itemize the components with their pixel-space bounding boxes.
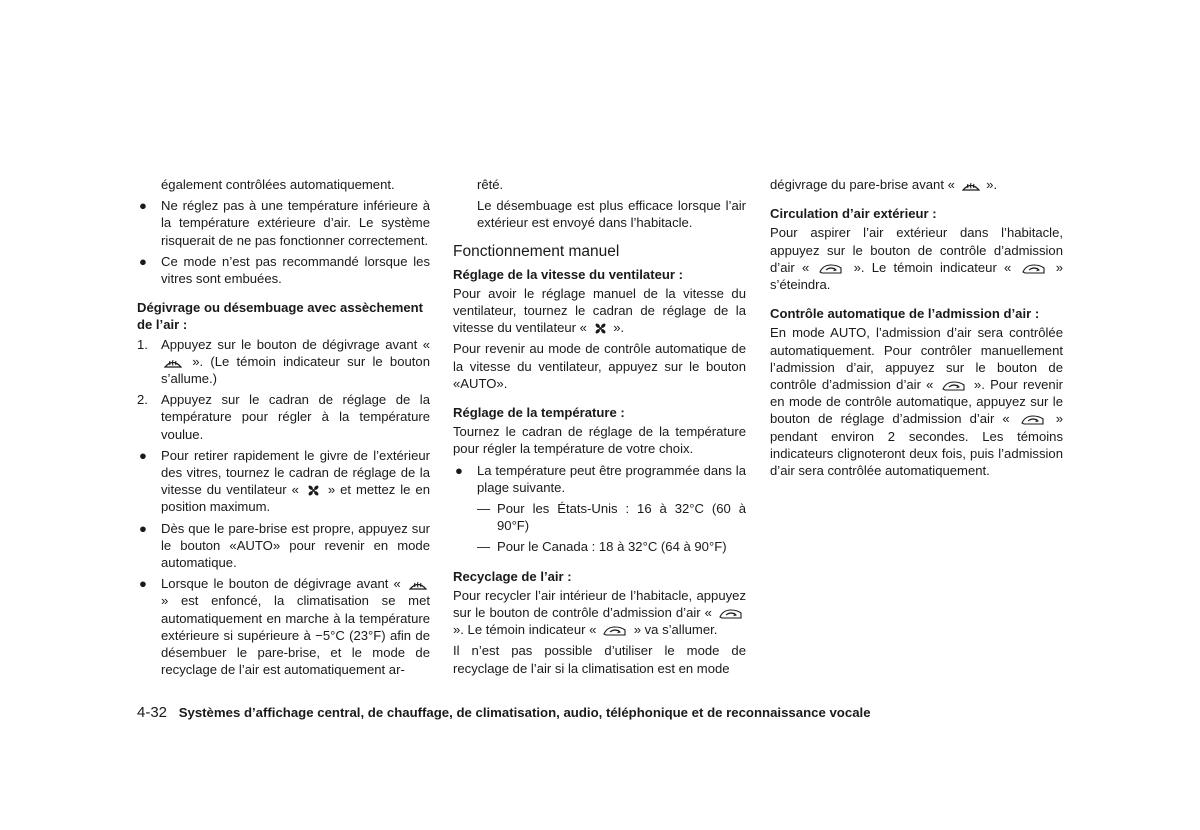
bullet-icon: ● (139, 447, 147, 463)
paragraph-text: ». Le témoin indicateur « (453, 622, 597, 638)
bullet-item (137, 197, 430, 249)
step-text: Appuyez sur le bouton de dégivrage avant « (161, 336, 430, 352)
bullet-icon: ● (139, 253, 147, 269)
paragraph-text: dégivrage du pare-brise avant « (770, 177, 955, 192)
bullet-item (137, 253, 430, 287)
bullet-item (453, 462, 746, 496)
step-text: ». (Le témoin indicateur sur le bouton s’allume.) (161, 353, 430, 387)
bullet-icon: ● (455, 462, 463, 478)
dash-item (453, 538, 746, 555)
paragraph (453, 285, 746, 337)
dash-text: Pour les États-Unis : 16 à 32°C (60 à 90°F) (497, 501, 746, 534)
bullet-text: Lorsque le bouton de dégivrage avant « (161, 576, 401, 592)
bullet-item (137, 575, 430, 678)
paragraph-text: ». (613, 320, 625, 336)
section-title: Fonctionnement manuel (453, 242, 620, 260)
text-column-right (770, 176, 1063, 483)
paragraph (770, 176, 1063, 193)
air-recirculation-icon (942, 380, 966, 392)
paragraph: Il n’est pas possible d’utiliser le mode de recyclage de l’air si la climatisation est en mode (453, 643, 746, 676)
section-heading: Contrôle automatique de l’admission d’air : (770, 306, 1040, 322)
text-column-middle (453, 176, 746, 681)
paragraph-text: » pendant environ 2 secondes. Les témoins indicateurs clignoteront deux fois, puis l’admission d’air sera contrôlée automatiquement. (770, 411, 1064, 479)
front-defrost-icon (409, 579, 427, 591)
bullet-text: Ne réglez pas à une température inférieure à la température extérieure d’air. Le système risquerait de ne pas fonctionner correctement. (161, 198, 430, 248)
dash-mark: — (477, 501, 491, 517)
paragraph (453, 587, 746, 639)
paragraph-text: Pour aspirer l’air extérieur dans l’habitacle, appuyez sur le bouton de contrôle d’admission d’air « (770, 225, 1063, 275)
front-defrost-icon (164, 357, 182, 369)
bullet-icon: ● (139, 520, 147, 536)
bullet-text: Dès que le pare-brise est propre, appuyez sur le bouton «AUTO» pour revenir en mode automatique. (161, 520, 430, 571)
step-number: 2. (137, 392, 148, 408)
section-heading: Recyclage de l’air : (453, 568, 572, 584)
bullet-text: Ce mode n’est pas recommandé lorsque les vitres sont embuées. (161, 253, 430, 287)
paragraph: Le désembuage est plus efficace lorsque l’air extérieur est envoyé dans l’habitacle. (477, 198, 746, 231)
page-number: 4-32 (137, 704, 168, 721)
dash-text: Pour le Canada : 18 à 32°C (64 à 90°F) (497, 539, 727, 555)
section-heading: Dégivrage ou désembuage avec assèchement de l’air : (137, 300, 424, 333)
fan-icon (594, 322, 607, 335)
paragraph-text: Pour recycler l’air intérieur de l’habitacle, appuyez sur le bouton de contrôle d’admission d’air « (453, 587, 746, 621)
front-defrost-icon (962, 180, 980, 192)
paragraph: également contrôlées automatiquement. (161, 177, 395, 192)
paragraph-text: En mode AUTO, l’admission d’air sera contrôlée automatiquement. Pour contrôler manuellement l’admission d’air, appuyez sur le bouton de contrôle d’admission d’air « (770, 325, 1063, 393)
paragraph-text: ». (986, 177, 998, 192)
step-item (137, 336, 430, 388)
paragraph-text: Pour avoir le réglage manuel de la vitesse du ventilateur, tournez le cadran de réglage de la vitesse du ventilateur « (453, 285, 746, 336)
text-column-left (137, 176, 430, 682)
section-heading: Réglage de la vitesse du ventilateur : (453, 266, 683, 282)
fresh-air-intake-icon (1022, 263, 1046, 275)
dash-mark: — (477, 539, 491, 555)
section-heading: Réglage de la température : (453, 405, 625, 421)
step-number: 1. (137, 336, 148, 352)
fan-icon (307, 484, 320, 497)
bullet-icon: ● (139, 198, 147, 214)
bullet-text: » est enfoncé, la climatisation se met automatiquement en marche à la température extérieure si supérieure à −5°C (23°F) afin de désembuer le pare-brise, et le mode de recyclage de l’air est automatiquement ar- (161, 593, 430, 678)
bullet-text: La température peut être programmée dans la plage suivante. (477, 462, 746, 495)
air-recirculation-icon (1021, 414, 1045, 426)
dash-item (453, 500, 746, 534)
paragraph-text: » s’éteindra. (770, 259, 1063, 293)
section-heading: Circulation d’air extérieur : (770, 206, 937, 222)
paragraph (770, 224, 1063, 293)
paragraph (770, 324, 1063, 479)
step-text: Appuyez sur le cadran de réglage de la température pour régler à la température voulue. (161, 392, 430, 442)
paragraph-text: ». Le témoin indicateur « (853, 259, 1012, 275)
page-footer (137, 704, 1037, 721)
bullet-item (137, 447, 430, 516)
bullet-text: » et mettez le en position maximum. (161, 482, 430, 515)
fresh-air-intake-icon (819, 263, 843, 275)
paragraph-text: » va s’allumer. (633, 622, 718, 638)
paragraph: Tournez le cadran de réglage de la température pour régler la température de votre choix. (453, 424, 746, 457)
paragraph: Pour revenir au mode de contrôle automatique de la vitesse du ventilateur, appuyez sur le bouton «AUTO». (453, 341, 746, 391)
chapter-title: Systèmes d’affichage central, de chauffage, de climatisation, audio, téléphonique et de reconnaissance vocale (178, 705, 871, 720)
bullet-item (137, 520, 430, 572)
air-recirculation-icon (719, 608, 743, 620)
paragraph: rêté. (477, 177, 504, 192)
air-recirculation-icon (603, 625, 627, 637)
paragraph-text: ». Pour revenir en mode de contrôle automatique, appuyez sur le bouton de réglage d’admission d’air « (770, 377, 1063, 427)
bullet-text: Pour retirer rapidement le givre de l’extérieur des vitres, tournez le cadran de réglage de la vitesse du ventilateur « (161, 447, 430, 498)
bullet-icon: ● (139, 576, 147, 592)
step-item (137, 391, 430, 443)
